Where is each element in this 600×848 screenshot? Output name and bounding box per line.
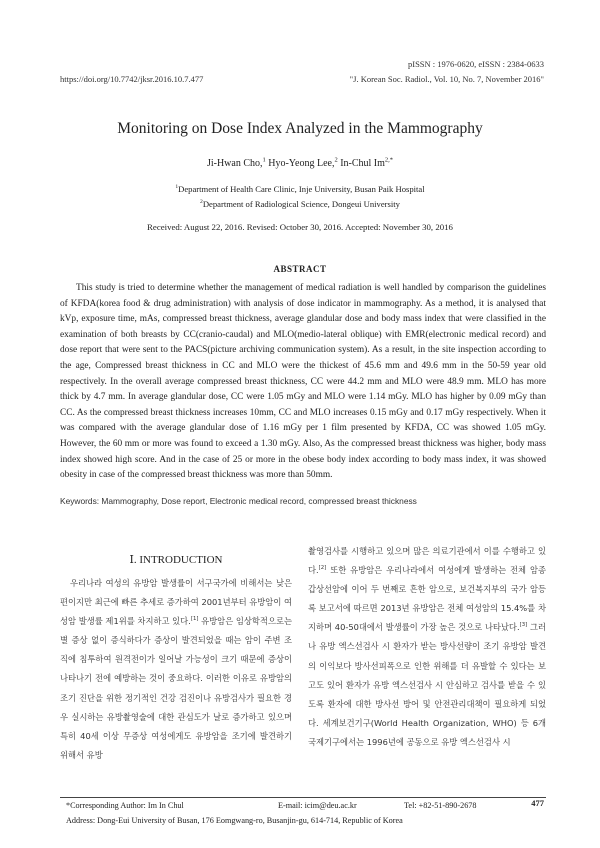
intro-paragraph-2: 유방암은 임상학적으로는 별 증상 없이 증식하다가 증상이 발견되었을 때는 암이 주변 조직에 침투하여 원격전이가 일어날 가능성이 크기 때문에 증상이 나타나기 전에 예방하는 것이 중요하다. 이러한 이유로 유방암의 조기 진단을 위한 정기적인 건강 검진이나 유방검사가 필요한 경우 실시하는 유방촬영술에 대한 관심도가 날로 증가하고 있으며 특히 40세 이상 무증상 여성에게도 유방암을 조기에 발견하기 위해서 유방 xyxy=(60,616,292,760)
author-3: In-Chul Im xyxy=(340,158,385,169)
affiliation-2 xyxy=(0,199,600,209)
issn-line: pISSN : 1976-0620, eISSN : 2384-0633 xyxy=(407,59,544,69)
author-address: Address: Dong-Eui University of Busan, 176 Eomgwang-ro, Busanjin-gu, 614-714, Republic of Korea xyxy=(66,816,403,825)
author-1: Ji-Hwan Cho, xyxy=(206,158,263,169)
author-3-affil: 2,* xyxy=(384,156,394,164)
abstract-heading: ABSTRACT xyxy=(273,264,327,274)
footer-divider xyxy=(60,797,546,798)
author-phone: Tel: +82-51-890-2678 xyxy=(404,801,477,810)
intro-right-text-1: 촬영검사를 시행하고 있으며 많은 의료기관에서 이를 수행하고 있다. xyxy=(308,546,546,576)
affiliation-2-marker: 2 xyxy=(200,199,203,206)
citation-3[interactable]: [3] xyxy=(519,622,528,629)
author-2: Hyo-Yeong Lee, xyxy=(268,158,335,169)
affiliation-1-marker: 1 xyxy=(175,184,179,191)
author-email[interactable]: E-mail: icim@deu.ac.kr xyxy=(278,801,357,810)
corresponding-author: *Corresponding Author: Im In Chul xyxy=(66,801,184,810)
affiliation-2-text: Department of Radiological Science, Dongeui University xyxy=(202,199,400,209)
affiliation-1 xyxy=(0,184,600,194)
journal-citation: "J. Korean Soc. Radiol., Vol. 10, No. 7, November 2016" xyxy=(349,74,544,84)
citation-2[interactable]: [2] xyxy=(318,565,327,572)
affiliation-1-text: Department of Health Care Clinic, Inje University, Busan Paik Hospital xyxy=(178,184,425,194)
author-1-affil: 1 xyxy=(262,156,266,164)
section-heading-introduction: Ⅰ. INTRODUCTION xyxy=(129,554,223,566)
page-number: 477 xyxy=(531,798,544,808)
intro-paragraph-1: 우리나라 여성의 유방암 발생률이 서구국가에 비해서는 낮은 편이지만 최근에 빠른 추세로 증가하여 2001년부터 유방암이 여성암 발생률 제1위를 차지하고 있다. xyxy=(60,578,292,627)
doi-link[interactable]: https://doi.org/10.7742/jksr.2016.10.7.477 xyxy=(60,74,204,84)
citation-1[interactable]: [1] xyxy=(190,616,199,623)
keywords: Keywords: Mammography, Dose report, Electronic medical record, compressed breast thickness xyxy=(60,496,417,506)
abstract-text: This study is tried to determine whether the management of medical radiation is well handled by comparison the guidelines of KFDA(korea food & drug administration) with analysis of dose indicator in mammography. As a method, it is analysed that kVp, exposure time, mAs, compressed breast thickness, average glandular dose and body mass index that were classified in the examination of both breasts by CC(cranio-caudal) and MLO(medio-lateral oblique) with EMR(electronic medical record) and dose report that were sent to the PACS(picture archiving communication system). As a result, in the site inspection according to the age, Compressed breast thickness in CC and MLO were the thickest of 45.6 mm and 49.6 mm in the 50-59 year old respectively. In the overall average compressed breast thickness, CC were 44.2 mm and MLO were 48.9 mm. MLO has more thick by 4.7 mm. In average glandular dose, CC were 1.05 mGy and MLO were 1.14 mGy. MLO has higher by 0.09 mGy than CC. As the compressed breast thickness increases 10mm, CC and MLO increases 0.15 mGy and 0.17 mGy respectively. When it was compared with the average glandular dose of 1.16 mGy per 1 film presented by KFDA, CC was showed 1.05 mGy. However, the 60 mm or more was found to exceed a 1.30 mGy. Also, As the compressed breast thickness was higher, body mass index showed high score. And in the case of 25 or more in the obese body index according to body mass index, it was showed obesity in case of the compressed breast thickness was more than 50mm. xyxy=(60,283,546,481)
author-2-affil: 2 xyxy=(334,156,338,164)
intro-right-column xyxy=(308,542,546,752)
intro-right-text-3: 그러나 유방 엑스선검사 시 환자가 받는 방사선량이 조기 유방암 발견의 이익보다 방사선피폭으로 인한 위해를 더 유발할 수 있다는 보고도 있어 환자가 유방 엑스선검사 시 안심하고 검사를 받을 수 있도록 환자에 대한 방사선 방어 및 안전관리대책이 필요하게 되었다. 세계보건기구(World Health Organization, WHO) 등 6개 국제기구에서는 1996년에 공동으로 유방 엑스선검사 시 xyxy=(308,622,547,747)
intro-right-text-2: 또한 유방암은 우리나라에서 여성에게 발생하는 전체 암종 갑상선암에 이어 두 번째로 흔한 암으로, 보건복지부의 국가 암등록 보고서에 따르면 2013년 유방암은 전체 여성암의 15.4%를 차지하며 40-50대에서 발생률이 가장 높은 것으로 나타났다. xyxy=(308,565,546,633)
received-dates: Received: August 22, 2016. Revised: October 30, 2016. Accepted: November 30, 2016 xyxy=(147,222,453,232)
intro-left-column xyxy=(60,574,292,765)
author-list xyxy=(0,158,600,169)
paper-title: Monitoring on Dose Index Analyzed in the Mammography xyxy=(117,120,483,137)
